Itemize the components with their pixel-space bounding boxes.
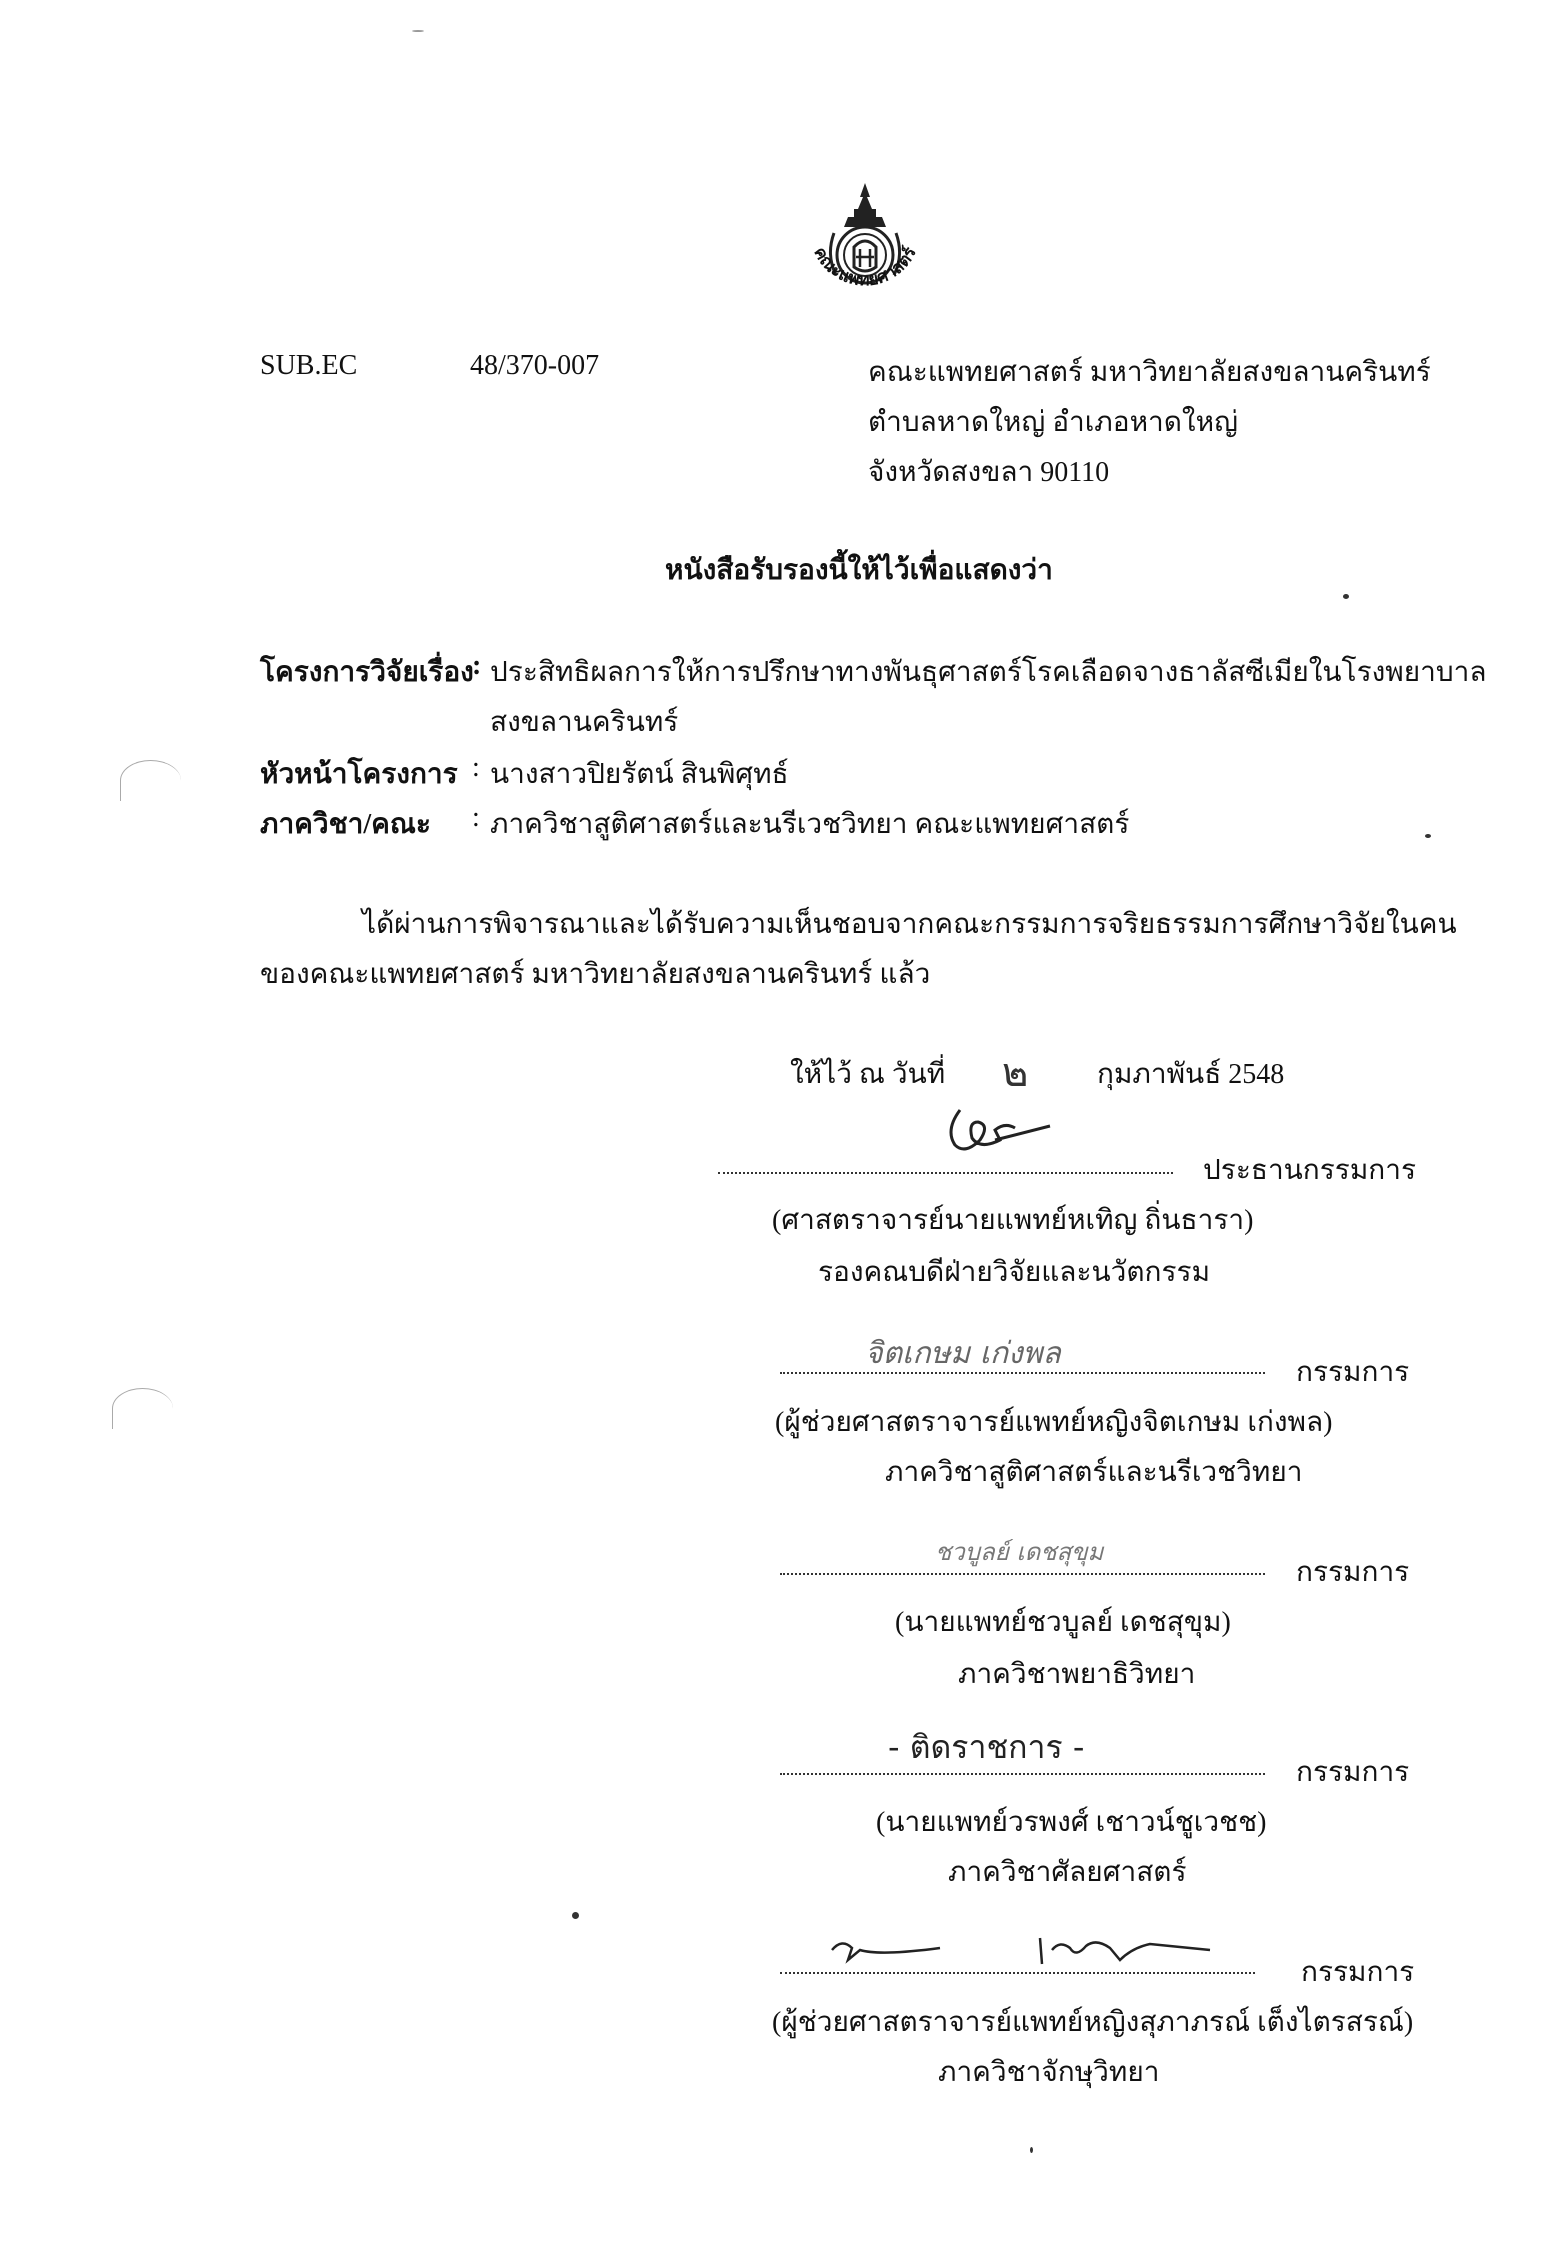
- seal-arc-text: คณะแพทยศาสตร์: [809, 243, 921, 291]
- signatory-name: (ศาสตราจารย์นายแพทย์หเทิญ ถิ่นธารา): [772, 1205, 1254, 1236]
- certificate-heading: หนังสือรับรองนี้ให้ไว้เพื่อแสดงว่า: [665, 555, 1053, 586]
- scan-speck: [412, 30, 424, 32]
- signature-line: [780, 1573, 1265, 1575]
- project-leader-value: นางสาวปิยรัตน์ สินพิศุทธ์: [490, 759, 789, 790]
- project-title-label: โครงการวิจัยเรื่อง: [260, 657, 474, 688]
- signature-line: [718, 1172, 1173, 1174]
- project-dept-value: ภาควิชาสูติศาสตร์และนรีเวชวิทยา คณะแพทยศาสตร์: [490, 809, 1130, 840]
- signatory-name: (ผู้ช่วยศาสตราจารย์แพทย์หญิงสุภาภรณ์ เต็งไตรสรณ์): [772, 2007, 1414, 2038]
- svg-text:คณะแพทยศาสตร์: [809, 243, 921, 290]
- scan-hole-mark: [112, 1388, 173, 1429]
- signatory-role: กรรมการ: [1301, 1957, 1415, 1988]
- signatory-name: (นายแพทย์วรพงศ์ เชาวน์ชูเวชช): [876, 1807, 1267, 1838]
- signatory-position: ภาควิชาพยาธิวิทยา: [958, 1659, 1196, 1690]
- signature-handwriting: - ติดราชการ -: [888, 1728, 1085, 1766]
- reference-number: 48/370-007: [470, 350, 600, 381]
- date-prefix: ให้ไว้ ณ วันที่: [790, 1059, 946, 1090]
- faculty-seal-icon: [790, 175, 940, 325]
- signatory-role: ประธานกรรมการ: [1203, 1155, 1417, 1186]
- date-day-handwritten: ๒: [1002, 1050, 1029, 1096]
- signature-handwriting: จิตเกษม เก่งพล: [865, 1336, 1061, 1371]
- project-title-line-2: สงขลานครินทร์: [490, 707, 679, 738]
- address-line-2: ตำบลหาดใหญ่ อำเภอหาดใหญ่: [868, 407, 1238, 438]
- signature-line: [780, 1972, 1255, 1974]
- signatory-name: (ผู้ช่วยศาสตราจารย์แพทย์หญิงจิตเกษม เก่งพล): [775, 1407, 1333, 1438]
- signatory-role: กรรมการ: [1296, 1357, 1410, 1388]
- signatory-position: รองคณบดีฝ่ายวิจัยและนวัตกรรม: [818, 1257, 1211, 1288]
- scan-speck: [1030, 2147, 1033, 2153]
- address-line-1: คณะแพทยศาสตร์ มหาวิทยาลัยสงขลานครินทร์: [868, 357, 1431, 388]
- signatory-position: ภาควิชาจักษุวิทยา: [938, 2057, 1160, 2088]
- body-line-1: ได้ผ่านการพิจารณาและได้รับความเห็นชอบจากคณะกรรมการจริยธรรมการศึกษาวิจัยในคน: [362, 909, 1457, 940]
- scan-speck: [1343, 594, 1349, 599]
- signatory-role: กรรมการ: [1296, 1557, 1410, 1588]
- project-title-colon: :: [472, 650, 482, 681]
- signature-line: [780, 1372, 1265, 1374]
- signatory-name: (นายแพทย์ชวบูลย์ เดชสุขุม): [895, 1607, 1231, 1638]
- scan-speck: [1425, 834, 1431, 838]
- project-leader-label: หัวหน้าโครงการ: [260, 759, 458, 790]
- body-line-2: ของคณะแพทยศาสตร์ มหาวิทยาลัยสงขลานครินทร์ แล้ว: [260, 959, 931, 990]
- signature-handwriting: ชวบูลย์ เดชสุขุม: [935, 1538, 1104, 1566]
- signatory-position: ภาควิชาสูติศาสตร์และนรีเวชวิทยา: [885, 1457, 1303, 1488]
- faculty-seal-logo: [790, 175, 940, 325]
- project-dept-colon: :: [472, 802, 480, 833]
- signature-scribble: [940, 1100, 1060, 1160]
- signatory-position: ภาควิชาศัลยศาสตร์: [948, 1857, 1187, 1888]
- signature-line: [780, 1773, 1265, 1775]
- address-line-3: จังหวัดสงขลา 90110: [868, 457, 1110, 488]
- signatory-role: กรรมการ: [1296, 1757, 1410, 1788]
- project-dept-label: ภาควิชา/คณะ: [260, 809, 431, 840]
- project-leader-colon: :: [472, 752, 480, 783]
- date-month-year: กุมภาพันธ์ 2548: [1097, 1059, 1285, 1090]
- reference-code: SUB.EC: [260, 350, 358, 381]
- project-title-line-1: ประสิทธิผลการให้การปรึกษาทางพันธุศาสตร์โรคเลือดจางธาลัสซีเมียในโรงพยาบาล: [490, 657, 1487, 688]
- scan-speck: [572, 1912, 579, 1919]
- scan-hole-mark: [120, 760, 181, 801]
- signature-scribble: [820, 1920, 1240, 1980]
